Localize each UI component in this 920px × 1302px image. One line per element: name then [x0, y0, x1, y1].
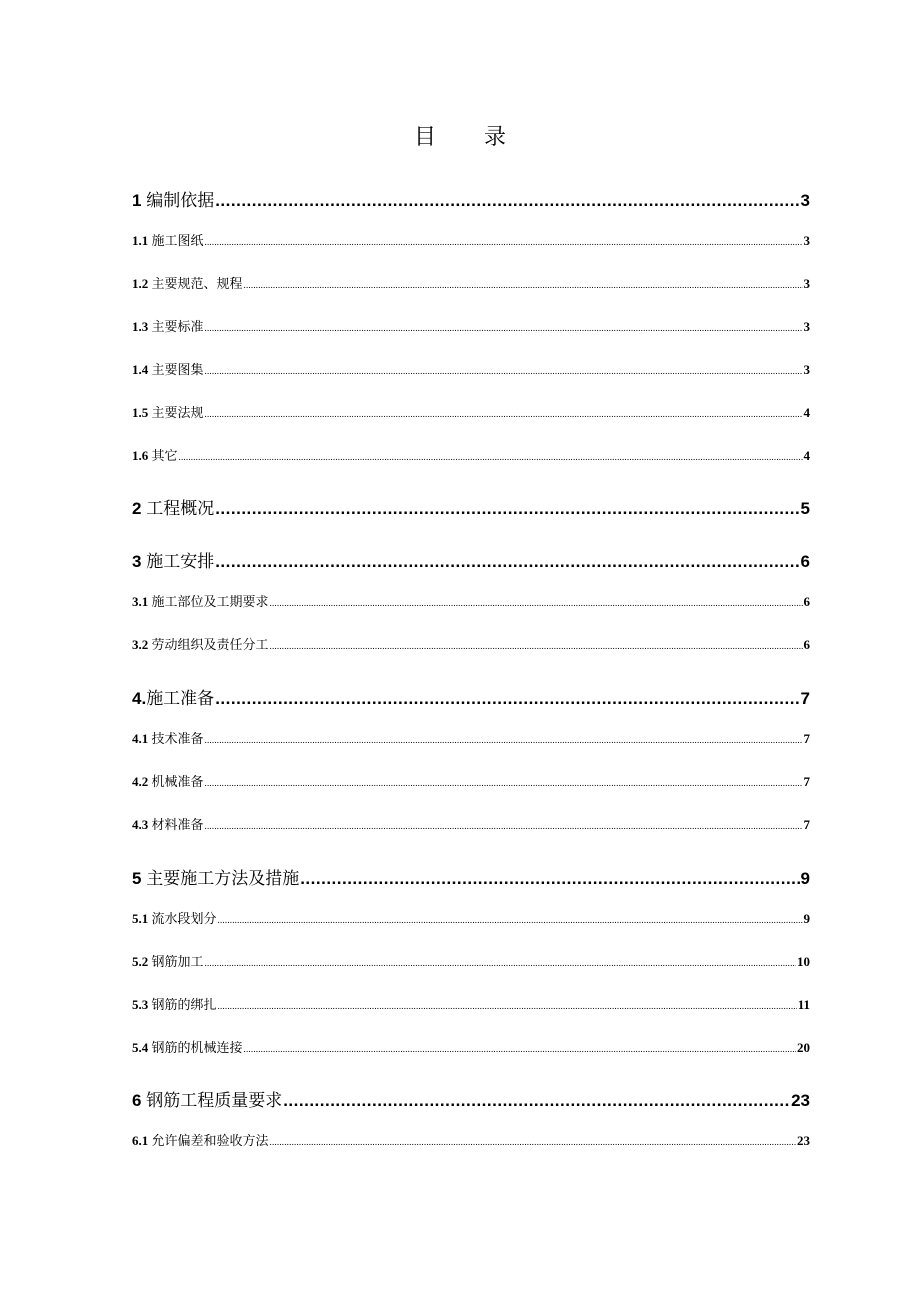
toc-entry-page-number: 6: [803, 594, 810, 609]
toc-dot-leader: [283, 1091, 790, 1111]
toc-entry-number: 5: [132, 869, 142, 888]
toc-entry[interactable]: [132, 316, 810, 334]
toc-dot-leader: [270, 598, 803, 608]
toc-entry-label: [132, 186, 214, 211]
toc-entry-text: 机械准备: [151, 774, 204, 789]
toc-entry-number: 5.2: [132, 954, 149, 969]
toc-entry-number: 1.2: [132, 276, 149, 291]
toc-entry-page-number: 3: [803, 319, 810, 334]
toc-entry-page-number: 11: [797, 997, 810, 1012]
toc-entry-text: 钢筋的机械连接: [151, 1040, 243, 1055]
toc-entry-text: 施工部位及工期要求: [151, 594, 269, 609]
toc-dot-leader: [215, 499, 799, 519]
toc-entry-page-number: 3: [803, 276, 810, 291]
toc-entry[interactable]: [132, 402, 810, 420]
toc-entry-number: 5.1: [132, 911, 149, 926]
toc-entry-text: 主要标准: [151, 319, 204, 334]
toc-entry-number: 1.5: [132, 405, 149, 420]
toc-entry-label: [132, 634, 269, 653]
toc-entry-text: 工程概况: [146, 499, 215, 518]
toc-entry-number: 1.4: [132, 362, 149, 377]
toc-entry-page-number: 3: [803, 362, 810, 377]
toc-entry-label: [132, 230, 204, 249]
toc-entry-page-number: 4: [803, 448, 810, 463]
toc-entry-number: 1.1: [132, 233, 149, 248]
toc-entry-label: [132, 814, 204, 833]
toc-entry-page-number: 3: [803, 233, 810, 248]
toc-entry-page-number: 9: [800, 869, 810, 888]
toc-entry-label: [132, 994, 217, 1013]
toc-entry-number: 4.1: [132, 731, 149, 746]
toc-dot-leader: [244, 280, 803, 290]
toc-dot-leader: [270, 1137, 796, 1147]
toc-entry-number: 3.1: [132, 594, 149, 609]
toc-entry-text: 钢筋加工: [151, 954, 204, 969]
toc-entry-text: 施工准备: [146, 689, 215, 708]
toc-dot-leader: [179, 452, 803, 462]
toc-dot-leader: [215, 689, 799, 709]
toc-entry-page-number: 7: [803, 817, 810, 832]
toc-entry[interactable]: [132, 359, 810, 377]
toc-entry-label: [132, 951, 204, 970]
toc-entry[interactable]: [132, 684, 810, 706]
toc-entry-text: 允许偏差和验收方法: [151, 1133, 269, 1148]
toc-entry-number: 1.6: [132, 448, 149, 463]
toc-title-char-2: 录: [484, 125, 507, 150]
toc-entry-number: 1: [132, 191, 142, 210]
toc-entry-page-number: 4: [803, 405, 810, 420]
toc-entry-label: [132, 1130, 269, 1149]
toc-entry-label: [132, 402, 204, 421]
toc-entry-text: 编制依据: [146, 191, 215, 210]
toc-entry-label: [132, 1086, 282, 1111]
toc-entry-label: [132, 1037, 243, 1056]
toc-entry-text: 其它: [151, 448, 178, 463]
toc-entry-number: 3.2: [132, 637, 149, 652]
toc-entry-number: 2: [132, 499, 142, 518]
toc-entry[interactable]: [132, 547, 810, 569]
toc-entry-number: 6: [132, 1091, 142, 1110]
toc-entry-label: [132, 273, 243, 292]
toc-title: [0, 120, 920, 151]
toc-entry-page-number: 23: [797, 1133, 810, 1148]
toc-dot-leader: [205, 958, 796, 968]
toc-dot-leader: [205, 778, 803, 788]
toc-entry[interactable]: [132, 634, 810, 652]
toc-dot-leader: [300, 869, 799, 889]
toc-entry[interactable]: [132, 951, 810, 969]
toc-entry[interactable]: [132, 771, 810, 789]
toc-entry[interactable]: [132, 1086, 810, 1108]
toc-entry-text: 劳动组织及责任分工: [151, 637, 269, 652]
toc-entry-number: 4.2: [132, 774, 149, 789]
toc-dot-leader: [244, 1044, 796, 1054]
toc-title-char-1: 目: [413, 125, 436, 150]
toc-dot-leader: [205, 821, 803, 831]
toc-entry-page-number: 7: [803, 774, 810, 789]
toc-entry-page-number: 5: [800, 499, 810, 518]
toc-entry-text: 主要规范、规程: [151, 276, 243, 291]
toc-entry[interactable]: [132, 864, 810, 886]
toc-dot-leader: [215, 552, 799, 572]
toc-entry-text: 施工安排: [146, 552, 215, 571]
toc-entry[interactable]: [132, 494, 810, 516]
toc-entry-text: 钢筋工程质量要求: [146, 1091, 283, 1110]
toc-entry-page-number: 23: [791, 1091, 810, 1110]
toc-entry-label: [132, 316, 204, 335]
toc-entry-page-number: 6: [803, 637, 810, 652]
toc-entry-text: 施工图纸: [151, 233, 204, 248]
toc-dot-leader: [218, 915, 803, 925]
toc-entry-label: [132, 547, 214, 572]
toc-entry-page-number: 7: [803, 731, 810, 746]
toc-entry-text: 主要图集: [151, 362, 204, 377]
toc-entry[interactable]: [132, 728, 810, 746]
toc-entry-number: 5.4: [132, 1040, 149, 1055]
toc-entry-text: 主要施工方法及措施: [146, 869, 300, 888]
toc-dot-leader: [270, 641, 803, 651]
toc-entry-label: [132, 728, 204, 747]
toc-entry-page-number: 3: [800, 191, 810, 210]
toc-entry-number: 4.3: [132, 817, 149, 832]
toc-entry-label: [132, 591, 269, 610]
toc-entry-page-number: 9: [803, 911, 810, 926]
toc-entry-label: [132, 908, 217, 927]
toc-entry-text: 钢筋的绑扎: [151, 997, 217, 1012]
toc-dot-leader: [205, 409, 803, 419]
toc-entry-label: [132, 864, 299, 889]
toc-dot-leader: [205, 735, 803, 745]
toc-entry-number: 4.: [132, 689, 147, 708]
toc-entry-number: 1.3: [132, 319, 149, 334]
toc-dot-leader: [215, 191, 799, 211]
toc-entry-label: [132, 445, 178, 464]
toc-entry-text: 流水段划分: [151, 911, 217, 926]
toc-entry[interactable]: [132, 1130, 810, 1148]
toc-entry[interactable]: [132, 814, 810, 832]
toc-entry[interactable]: [132, 994, 810, 1012]
toc-entry-label: [132, 684, 214, 709]
toc-entry[interactable]: [132, 1037, 810, 1055]
toc-entry-label: [132, 771, 204, 790]
toc-entry-text: 技术准备: [151, 731, 204, 746]
toc-entry-page-number: 20: [797, 1040, 810, 1055]
toc-entry[interactable]: [132, 273, 810, 291]
toc-entry-page-number: 10: [797, 954, 810, 969]
toc-entry[interactable]: [132, 591, 810, 609]
toc-entry-text: 主要法规: [151, 405, 204, 420]
toc-dot-leader: [218, 1001, 797, 1011]
toc-entry[interactable]: [132, 230, 810, 248]
toc-entry[interactable]: [132, 186, 810, 208]
toc-entry-number: 6.1: [132, 1133, 149, 1148]
toc-entry-text: 材料准备: [151, 817, 204, 832]
toc-entry[interactable]: [132, 445, 810, 463]
toc-entry[interactable]: [132, 908, 810, 926]
toc-dot-leader: [205, 366, 803, 376]
toc-dot-leader: [205, 237, 803, 247]
toc-entry-label: [132, 359, 204, 378]
toc-entry-number: 3: [132, 552, 142, 571]
toc-dot-leader: [205, 323, 803, 333]
toc-entry-page-number: 6: [800, 552, 810, 571]
toc-entry-label: [132, 494, 214, 519]
toc-entry-number: 5.3: [132, 997, 149, 1012]
toc-entry-page-number: 7: [800, 689, 810, 708]
